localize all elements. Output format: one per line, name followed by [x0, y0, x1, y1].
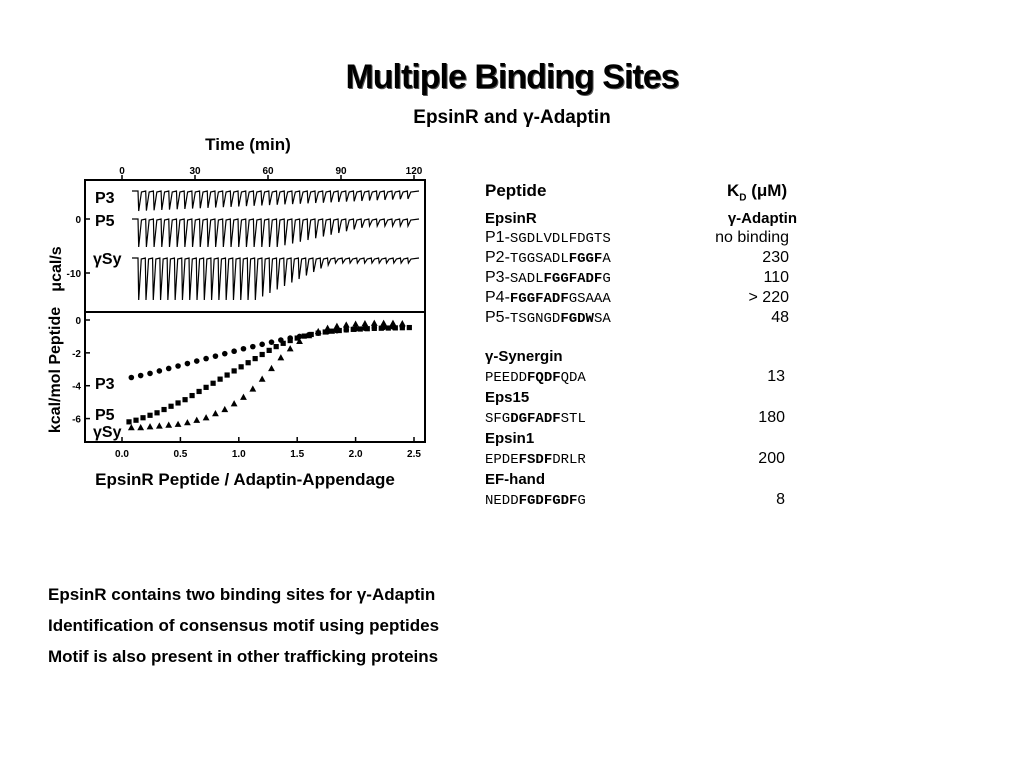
- bottom-y-tick-label: 0: [75, 316, 81, 327]
- peptide-prefix: P4-: [485, 289, 510, 306]
- table-group-label: γ-Synergin: [485, 348, 563, 365]
- point-p3: [259, 342, 265, 348]
- top-y-tick-label: -10: [66, 269, 81, 280]
- slide-title: Multiple Binding Sites: [345, 58, 679, 96]
- point-p5: [189, 393, 194, 398]
- seq-plain: NEDD: [485, 493, 519, 509]
- point-gsy: [249, 385, 256, 391]
- bullet-1: EpsinR contains two binding sites for γ-Adaptin: [48, 585, 436, 604]
- peptide-sequence: [510, 231, 611, 247]
- raw-trace: [132, 191, 419, 211]
- top-y-tick-label: 0: [75, 215, 81, 226]
- peptide-prefix: P5-: [485, 309, 510, 326]
- seq-plain: SA: [593, 311, 611, 327]
- point-p5: [175, 400, 180, 405]
- table-group-label: Epsin1: [485, 430, 535, 447]
- peptide-cell: [485, 409, 586, 427]
- peptide-cell: [485, 309, 611, 327]
- point-gsy: [147, 423, 154, 429]
- slide-subtitle: [0, 107, 1024, 129]
- seq-motif: FQDF: [527, 370, 561, 386]
- seq-plain: G: [602, 271, 611, 287]
- bullet-2: Identification of consensus motif using peptides: [48, 616, 440, 635]
- kd-value: 48: [771, 309, 789, 326]
- bottom-points: [126, 320, 412, 431]
- table-group-label: Eps15: [485, 389, 530, 406]
- point-gsy: [343, 321, 350, 327]
- point-p5: [267, 348, 272, 353]
- point-gsy: [231, 400, 238, 406]
- table-row: [485, 491, 805, 512]
- peptide-sequence: [485, 493, 586, 509]
- point-p5: [182, 397, 187, 402]
- bottom-x-ticks: [115, 437, 421, 460]
- group-partner: γ-Adaptin: [727, 210, 797, 227]
- point-p5: [147, 413, 152, 418]
- epsinr-rows: [485, 229, 805, 329]
- point-gsy: [390, 320, 397, 326]
- bottom-x-tick-label: 1.5: [290, 449, 305, 460]
- seq-plain: QDA: [560, 370, 586, 386]
- point-p5: [126, 419, 131, 424]
- peptide-prefix: P1-: [485, 229, 510, 246]
- table-row: [485, 249, 805, 269]
- point-p5: [218, 377, 223, 382]
- kd-value: 200: [758, 450, 785, 467]
- header-kd-sub: D: [739, 192, 747, 204]
- top-xlabel: Time (min): [205, 135, 291, 154]
- point-p3: [203, 356, 209, 362]
- peptide-sequence: [485, 452, 586, 468]
- peptide-cell: [485, 491, 586, 509]
- seq-plain: A: [602, 251, 611, 267]
- point-gsy: [137, 424, 144, 430]
- point-gsy: [221, 406, 228, 412]
- point-p3: [213, 353, 219, 359]
- table-row: [485, 450, 805, 471]
- point-p3: [147, 371, 153, 377]
- table-row: [485, 269, 805, 289]
- point-gsy: [334, 323, 341, 329]
- point-gsy: [324, 325, 331, 331]
- peptide-sequence: [510, 251, 611, 267]
- kd-value: 230: [762, 249, 789, 266]
- header-peptide: Peptide: [485, 181, 547, 200]
- table-row: [485, 309, 805, 329]
- header-kd: [727, 181, 787, 203]
- table-row: [485, 289, 805, 309]
- peptide-sequence: [485, 370, 586, 386]
- table-row: [485, 368, 805, 389]
- point-p5: [351, 327, 356, 332]
- peptide-cell: [485, 249, 611, 267]
- bottom-y-tick-label: -2: [72, 348, 81, 360]
- point-gsy: [268, 365, 275, 371]
- bottom-y-ticks: [72, 316, 90, 426]
- peptide-cell: [485, 269, 611, 287]
- point-gsy: [175, 421, 182, 427]
- point-p3: [157, 368, 163, 374]
- group-epsinr: EpsinR: [485, 210, 537, 227]
- point-gsy: [287, 345, 294, 351]
- bottom-xlabel: EpsinR Peptide / Adaptin-Appendage: [95, 470, 395, 489]
- bullet-3: Motif is also present in other trafficking proteins: [48, 647, 439, 666]
- top-x-tick-label: 0: [119, 166, 125, 177]
- point-gsy: [352, 321, 359, 327]
- table-header: [485, 181, 805, 207]
- top-ylabel: μcal/s: [48, 246, 65, 292]
- seq-plain: TGGSADL: [509, 251, 569, 267]
- point-p3: [250, 344, 256, 350]
- kd-value: > 220: [748, 289, 789, 306]
- peptide-table: [485, 181, 805, 512]
- kd-value: 180: [758, 409, 785, 426]
- seq-motif: FGDFGDF: [518, 493, 578, 509]
- trace-label-p3: P3: [95, 190, 115, 207]
- point-p5: [140, 415, 145, 420]
- raw-trace: [132, 258, 419, 300]
- point-p5: [133, 418, 138, 423]
- raw-traces: [132, 191, 419, 300]
- epsinr-group-row: [485, 210, 805, 229]
- peptide-cell: [485, 368, 586, 386]
- seq-plain: SGDLVDLFDGTS: [509, 231, 611, 247]
- point-p5: [260, 352, 265, 357]
- point-gsy: [240, 394, 247, 400]
- point-gsy: [156, 422, 163, 428]
- point-p5: [372, 326, 377, 331]
- point-p5: [330, 329, 335, 334]
- point-label-p3: P3: [95, 376, 115, 393]
- point-gsy: [380, 320, 387, 326]
- seq-motif: FSDF: [518, 452, 553, 468]
- point-p5: [358, 326, 363, 331]
- kd-value: 8: [776, 491, 785, 508]
- top-y-ticks: [67, 215, 90, 280]
- point-label-p5: P5: [95, 407, 115, 424]
- point-gsy: [362, 320, 369, 326]
- table-row: [485, 409, 805, 430]
- point-p5: [161, 407, 166, 412]
- point-gsy: [212, 410, 219, 416]
- bottom-x-tick-label: 2.0: [348, 449, 363, 460]
- point-p5: [393, 325, 398, 330]
- raw-trace: [132, 219, 419, 247]
- peptide-sequence: [510, 311, 611, 327]
- trace-label-gsy: γSy: [93, 251, 122, 268]
- kd-value: 13: [767, 368, 785, 385]
- point-p5: [196, 389, 201, 394]
- point-p5: [344, 327, 349, 332]
- top-x-tick-label: 60: [262, 166, 274, 177]
- point-p3: [175, 363, 181, 369]
- point-p5: [386, 325, 391, 330]
- seq-plain: DRLR: [552, 452, 586, 468]
- table-row: [485, 229, 805, 249]
- point-p5: [203, 385, 208, 390]
- kd-value: no binding: [715, 229, 789, 246]
- seq-motif: DGFADF: [510, 411, 561, 427]
- header-kd-unit: (μM): [746, 181, 788, 200]
- subtitle-prefix: EpsinR and: [413, 107, 524, 128]
- seq-plain: GSAAA: [568, 291, 611, 307]
- top-x-tick-label: 30: [189, 166, 201, 177]
- point-p3: [166, 366, 172, 372]
- peptide-cell: [485, 229, 611, 247]
- peptide-cell: [485, 450, 586, 468]
- bottom-x-tick-label: 0.0: [115, 449, 129, 460]
- point-p5: [211, 381, 216, 386]
- point-p3: [129, 375, 135, 381]
- point-p3: [194, 358, 200, 364]
- bottom-x-tick-label: 0.5: [173, 449, 188, 460]
- seq-plain: PEEDD: [485, 370, 528, 386]
- point-p5: [239, 364, 244, 369]
- point-p5: [379, 326, 384, 331]
- bottom-ylabel: kcal/mol Peptide: [47, 306, 64, 434]
- seq-plain: G: [577, 493, 586, 509]
- point-p5: [225, 372, 230, 377]
- point-p5: [154, 410, 159, 415]
- peptide-sequence: [510, 291, 611, 307]
- point-gsy: [259, 376, 266, 382]
- subtitle-suffix: -Adaptin: [533, 107, 611, 128]
- table-group-label: EF-hand: [485, 471, 545, 488]
- seq-plain: SFG: [485, 411, 511, 427]
- point-p5: [253, 356, 258, 361]
- kd-value: 110: [763, 269, 789, 286]
- point-p3: [231, 348, 237, 354]
- point-p3: [269, 339, 275, 345]
- seq-plain: SADL: [509, 271, 544, 287]
- point-p5: [365, 326, 370, 331]
- other-rows: [485, 348, 805, 512]
- top-x-tick-label: 90: [335, 166, 347, 177]
- bottom-y-tick-label: -4: [72, 381, 81, 393]
- point-p3: [241, 346, 247, 352]
- point-gsy: [203, 414, 210, 420]
- itc-figure: [40, 130, 440, 495]
- point-p3: [185, 361, 191, 367]
- peptide-prefix: P3-: [485, 269, 510, 286]
- peptide-sequence: [485, 411, 586, 427]
- point-gsy: [371, 320, 378, 326]
- point-p5: [232, 368, 237, 373]
- point-p3: [222, 351, 228, 357]
- point-label-gsy: γSy: [93, 424, 122, 441]
- subtitle-greek: γ: [523, 107, 534, 128]
- seq-plain: EPDE: [485, 452, 519, 468]
- trace-label-p5: P5: [95, 213, 115, 230]
- seq-motif: FGGFADF: [543, 271, 603, 287]
- bottom-y-tick-label: -6: [72, 414, 81, 426]
- seq-motif: FGDW: [560, 311, 594, 327]
- point-p5: [246, 360, 251, 365]
- peptide-cell: [485, 289, 611, 307]
- point-gsy: [165, 422, 172, 428]
- point-p3: [138, 373, 144, 379]
- point-gsy: [184, 419, 191, 425]
- header-kd-k: K: [727, 181, 740, 200]
- point-p5: [274, 344, 279, 349]
- seq-motif: FGGFADF: [509, 291, 569, 307]
- seq-plain: TSGNGD: [509, 311, 561, 327]
- top-x-ticks: [119, 166, 423, 180]
- point-p5: [281, 341, 286, 346]
- point-gsy: [277, 354, 284, 360]
- point-p5: [168, 404, 173, 409]
- point-p5: [407, 325, 412, 330]
- peptide-prefix: P2-: [485, 249, 510, 266]
- top-x-tick-label: 120: [405, 166, 423, 177]
- point-p5: [288, 338, 293, 343]
- point-gsy: [193, 417, 200, 423]
- peptide-sequence: [510, 271, 611, 287]
- bottom-x-tick-label: 2.5: [407, 449, 421, 460]
- point-gsy: [399, 320, 406, 326]
- bottom-x-tick-label: 1.0: [231, 449, 246, 460]
- seq-plain: STL: [560, 411, 586, 427]
- point-gsy: [128, 424, 135, 430]
- seq-motif: FGGF: [568, 251, 603, 267]
